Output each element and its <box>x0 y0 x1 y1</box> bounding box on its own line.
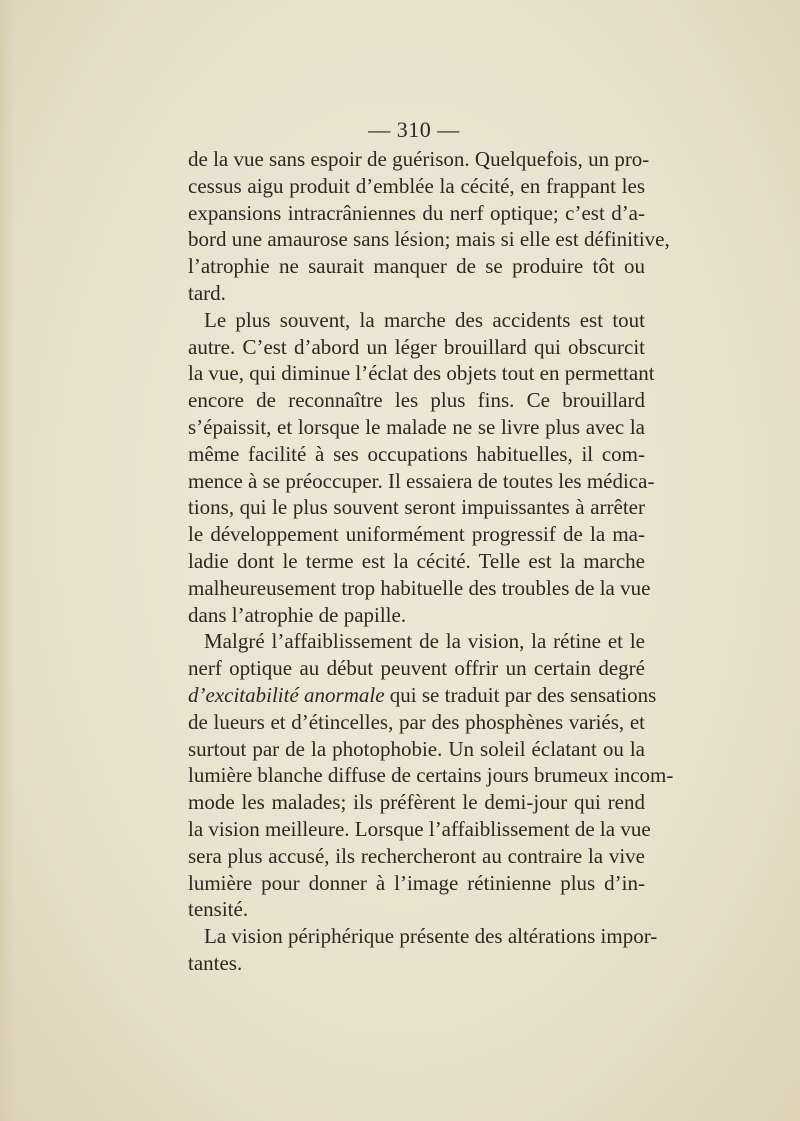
text-line: tard. <box>188 280 226 305</box>
text-line: sera plus accusé, ils rechercheront au contraire la vive <box>188 843 645 868</box>
paragraph-1 <box>188 146 670 307</box>
text-line: de lueurs et d’étincelles, par des phosphènes variés, et <box>188 709 645 734</box>
text-line: la vision meilleure. Lorsque l’affaiblissement de la vue <box>188 816 651 841</box>
text-line: même facilité à ses occupations habituelles, il com- <box>188 441 645 466</box>
text-line: s’épaissit, et lorsque le malade ne se livre plus avec la <box>188 414 645 439</box>
text-line: de la vue sans espoir de guérison. Quelquefois, un pro- <box>188 147 650 171</box>
text-line: cessus aigu produit d’emblée la cécité, en frappant les <box>188 173 645 198</box>
text-line: Le plus souvent, la marche des accidents est tout <box>204 307 645 332</box>
text-line: ladie dont le terme est la cécité. Telle est la marche <box>188 548 645 573</box>
text-line: surtout par de la photophobie. Un soleil éclatant ou la <box>188 736 645 761</box>
text-line: tensité. <box>188 897 249 922</box>
text-line-with-italic <box>188 682 657 709</box>
text-line: tions, qui le plus souvent seront impuissantes à arrêter <box>188 495 645 520</box>
text-line: autre. C’est d’abord un léger brouillard qui obscurcit <box>188 334 645 359</box>
text-line: mence à se préoccuper. Il essaiera de toutes les médica- <box>188 468 655 493</box>
text-line: lumière blanche diffuse de certains jours brumeux incom- <box>188 763 674 788</box>
text-line: lumière pour donner à l’image rétinienne plus d’in- <box>188 870 645 895</box>
text-line: Malgré l’affaiblissement de la vision, la rétine et le <box>204 629 645 654</box>
italic-term: d’excitabilité anormale <box>188 682 385 707</box>
text-line: dans l’atrophie de papille. <box>188 602 407 627</box>
text-line-rest: qui se traduit par des sensations <box>389 682 657 707</box>
text-line: bord une amaurose sans lésion; mais si elle est définitive, <box>188 227 670 252</box>
text-line: La vision périphérique présente des altérations impor- <box>204 924 658 949</box>
text-line: tantes. <box>188 950 243 975</box>
text-line: le développement uniformément progressif de la ma- <box>188 522 645 547</box>
text-line: l’atrophie ne saurait manquer de se produire tôt ou <box>188 254 645 279</box>
text-line: la vue, qui diminue l’éclat des objets tout en permettant <box>188 361 655 386</box>
paragraph-3 <box>188 628 674 923</box>
paragraph-4 <box>188 923 658 977</box>
page-edge <box>0 0 14 1121</box>
text-line: malheureusement trop habituelle des troubles de la vue <box>188 575 651 600</box>
text-line: expansions intracrâniennes du nerf optique; c’est d’a- <box>188 200 645 225</box>
page-number: — 310 — <box>368 117 460 142</box>
text-line: encore de reconnaître les plus fins. Ce brouillard <box>188 388 645 413</box>
body-text <box>188 146 674 977</box>
paragraph-2 <box>188 307 655 629</box>
text-line: nerf optique au début peuvent offrir un certain degré <box>188 656 645 681</box>
text-line: mode les malades; ils préfèrent le demi-jour qui rend <box>188 790 645 815</box>
